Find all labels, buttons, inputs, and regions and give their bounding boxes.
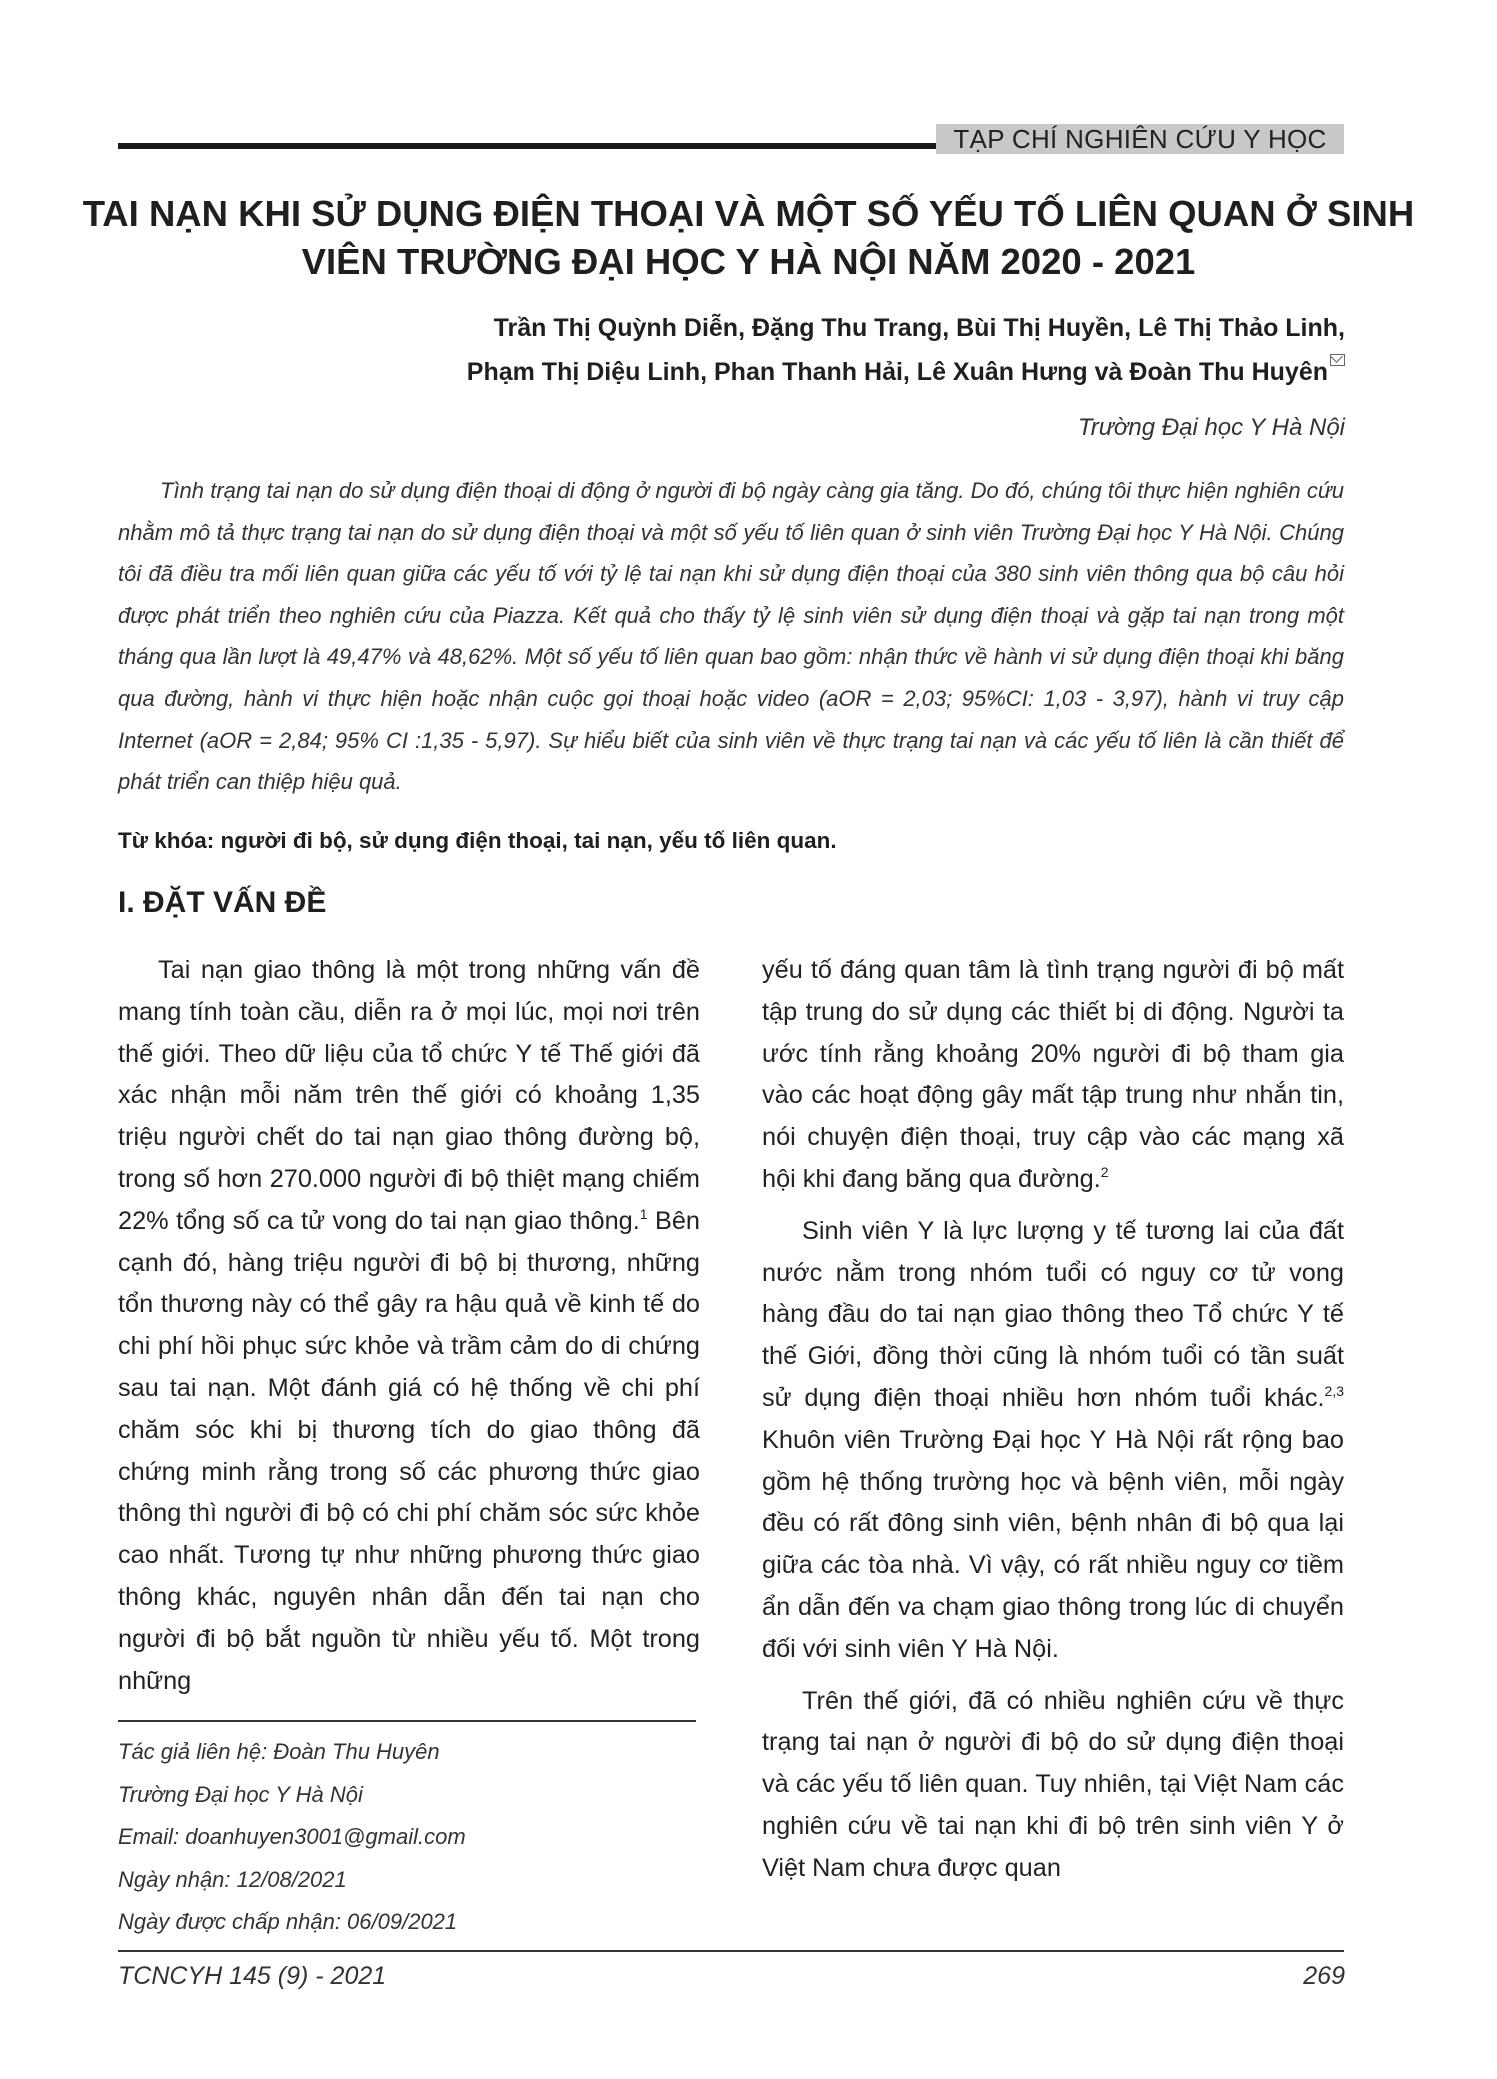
footnote-institution: Trường Đại học Y Hà Nội: [118, 1781, 363, 1807]
citation-marker: 2,3: [1324, 1382, 1344, 1399]
header-rule: [118, 143, 936, 149]
footnote-rule: [118, 1720, 696, 1722]
paragraph-text: Bên cạnh đó, hàng triệu người đi bộ bị thương, những tổn thương này có thể gây ra hậu quả về kinh tế do chi phí hồi phục sức khỏe và trầm cảm do di chứng sau tai nạn. Một đánh giá có hệ thống về chi phí chăm sóc khi bị thương tích do giao thông đã chứng minh rằng trong số các phương thức giao thông thì người đi bộ có chi phí chăm sóc sức khỏe cao nhất. Tương tự như những phương thức giao thông khác, nguyên nhân dẫn đến tai nạn cho người đi bộ bắt nguồn từ nhiều yếu tố. Một trong những: [118, 1206, 700, 1695]
footnote-contact: Tác giả liên hệ: Đoàn Thu Huyên: [118, 1739, 440, 1764]
journal-citation: TCNCYH 145 (9) - 2021: [118, 1962, 387, 1990]
page-number: 269: [1303, 1962, 1345, 1990]
body-column-right: [762, 950, 1344, 1890]
correspondence-footnote: [118, 1731, 466, 1944]
abstract: Tình trạng tai nạn do sử dụng điện thoại di động ở người đi bộ ngày càng gia tăng. Do đó, chúng tôi thực hiện nghiên cứu nhằm mô tả thực trạng tai nạn do sử dụng điện thoại và một số yếu tố liên quan ở sinh viên Trường Đại học Y Hà Nội. Chúng tôi đã điều tra mối liên quan giữa các yếu tố với tỷ lệ tai nạn khi sử dụng điện thoại của 380 sinh viên thông qua bộ câu hỏi được phát triển theo nghiên cứu của Piazza. Kết quả cho thấy tỷ lệ sinh viên sử dụng điện thoại và gặp tai nạn trong một tháng qua lần lượt là 49,47% và 48,62%. Một số yếu tố liên quan bao gồm: nhận thức về hành vi sử dụng điện thoại khi băng qua đường, hành vi thực hiện hoặc nhận cuộc gọi thoại hoặc video (aOR = 2,03; 95%CI: 1,03 - 3,97), hành vi truy cập Internet (aOR = 2,84; 95% CI :1,35 - 5,97). Sự hiểu biết của sinh viên về thực trạng tai nạn và các yếu tố liên là cần thiết để phát triển can thiệp hiệu quả.: [118, 478, 1344, 795]
footnote-accepted: Ngày được chấp nhận: 06/09/2021: [118, 1909, 458, 1934]
authors-line-2-text: Phạm Thị Diệu Linh, Phan Thanh Hải, Lê Xuân Hưng và Đoàn Thu Huyên: [466, 358, 1328, 386]
paragraph-text: Khuôn viên Trường Đại học Y Hà Nội rất rộng bao gồm hệ thống trường học và bệnh viên, mỗi ngày đều có rất đông sinh viên, bệnh nhân đi bộ qua lại giữa các tòa nhà. Vì vậy, có rất nhiều nguy cơ tiềm ẩn dẫn đến va chạm giao thông trong lúc di chuyển đối với sinh viên Y Hà Nội.: [762, 1425, 1344, 1663]
citation-marker: 1: [639, 1205, 648, 1222]
journal-name: TẠP CHÍ NGHIÊN CỨU Y HỌC: [936, 124, 1344, 154]
section-heading: I. ĐẶT VẤN ĐỀ: [118, 886, 327, 919]
keywords: Từ khóa: người đi bộ, sử dụng điện thoại, tai nạn, yếu tố liên quan.: [118, 828, 837, 853]
paragraph-text: Tai nạn giao thông là một trong những vấn đề mang tính toàn cầu, diễn ra ở mọi lúc, mọi nơi trên thế giới. Theo dữ liệu của tổ chức Y tế Thế giới đã xác nhận mỗi năm trên thế giới có khoảng 1,35 triệu người chết do tai nạn giao thông đường bộ, trong số hơn 270.000 người đi bộ thiệt mạng chiếm 22% tổng số ca tử vong do tai nạn giao thông.: [118, 956, 700, 1235]
paragraph-text: yếu tố đáng quan tâm là tình trạng người đi bộ mất tập trung do sử dụng các thiết bị di động. Người ta ước tính rằng khoảng 20% người đi bộ tham gia vào các hoạt động gây mất tập trung như nhắn tin, nói chuyện điện thoại, truy cập vào các mạng xã hội khi đang băng qua đường.: [762, 956, 1344, 1193]
body-paragraph: [118, 950, 700, 1702]
citation-marker: 2: [1100, 1163, 1109, 1180]
footnote-received: Ngày nhận: 12/08/2021: [118, 1866, 347, 1892]
footer-rule: [118, 1950, 1344, 1952]
affiliation: Trường Đại học Y Hà Nội: [1077, 414, 1345, 441]
body-paragraph: Trên thế giới, đã có nhiều nghiên cứu về thực trạng tai nạn ở người đi bộ do sử dụng điện thoại và các yếu tố liên quan. Tuy nhiên, tại Việt Nam các nghiên cứu về tai nạn khi đi bộ trên sinh viên Y ở Việt Nam chưa được quan: [762, 1686, 1344, 1882]
article-title: TAI NẠN KHI SỬ DỤNG ĐIỆN THOẠI VÀ MỘT SỐ YẾU TỐ LIÊN QUAN Ở SINH VIÊN TRƯỜNG ĐẠI HỌC Y HÀ NỘI NĂM 2020 - 2021: [82, 193, 1415, 282]
body-column-left: [118, 950, 700, 1702]
envelope-icon: [1330, 354, 1345, 366]
authors-line-1: Trần Thị Quỳnh Diễn, Đặng Thu Trang, Bùi Thị Huyền, Lê Thị Thảo Linh,: [493, 314, 1345, 342]
paragraph-text: Sinh viên Y là lực lượng y tế tương lai của đất nước nằm trong nhóm tuổi có nguy cơ tử vong hàng đầu do tai nạn giao thông theo Tổ chức Y tế thế Giới, đồng thời cũng là nhóm tuổi có tần suất sử dụng điện thoại nhiều hơn nhóm tuổi khác.: [762, 1216, 1344, 1412]
body-paragraph: [762, 1211, 1344, 1671]
footnote-email: Email: doanhuyen3001@gmail.com: [118, 1824, 466, 1849]
author-list: [467, 306, 1345, 394]
authors-line-2: [467, 350, 1345, 394]
body-paragraph: [762, 950, 1344, 1201]
